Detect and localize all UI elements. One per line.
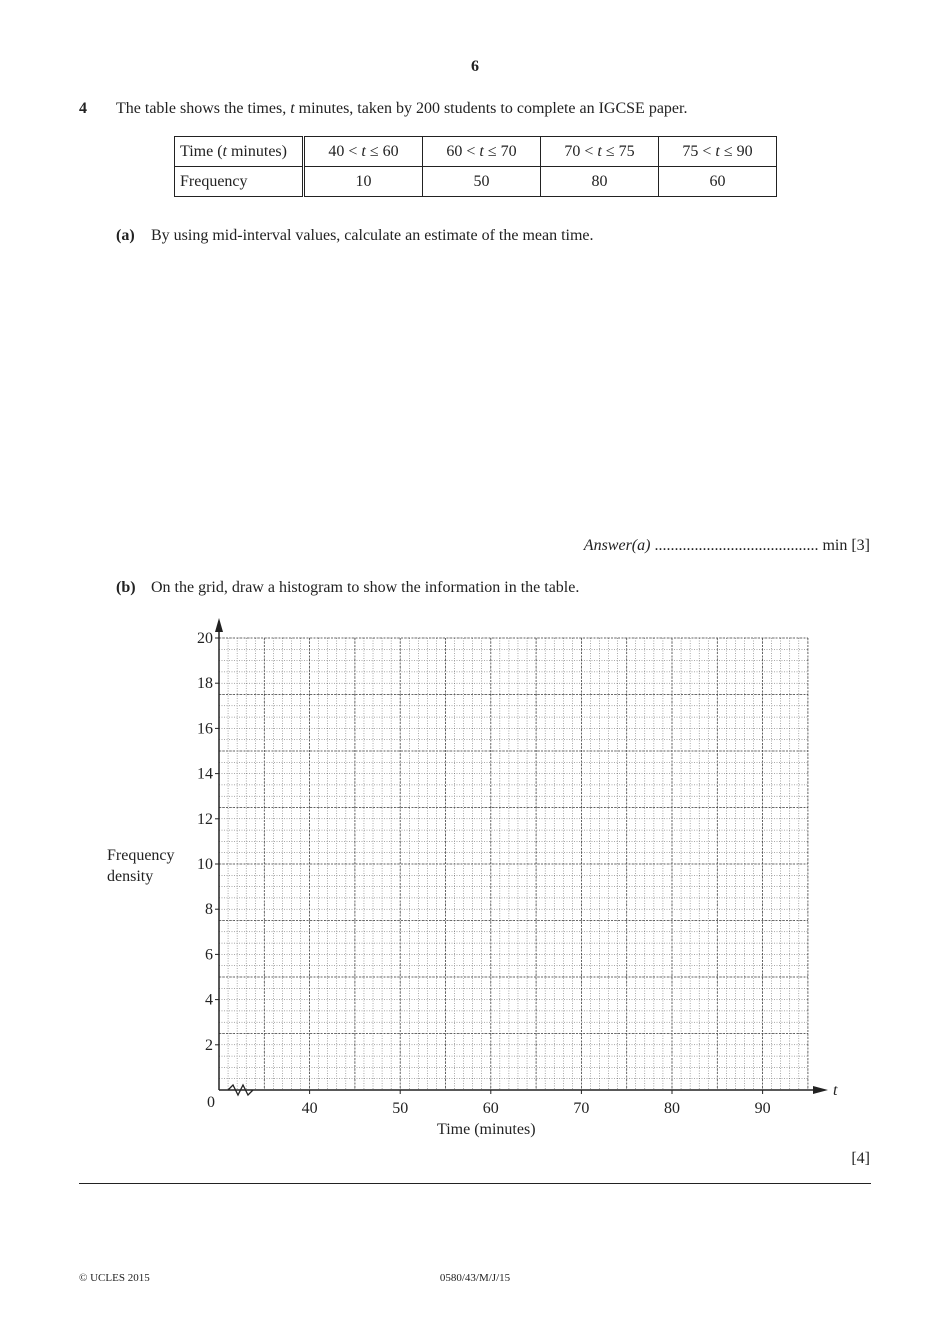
part-b-label: (b) [116,579,136,596]
part-a-text: By using mid-interval values, calculate an estimate of the mean time. [151,227,594,244]
x-tick-label: 90 [754,1100,771,1117]
origin-label: 0 [207,1094,215,1111]
answer-a-label: Answer(a) [583,537,651,554]
y-tick-label: 12 [197,810,213,828]
answer-a-unit: min [3] [822,537,870,554]
part-b-text: On the grid, draw a histogram to show the information in the table. [151,579,580,596]
interval-cell: 60 < t ≤ 70 [423,137,541,167]
interval-cell: 75 < t ≤ 90 [659,137,777,167]
y-tick-label: 14 [197,765,213,783]
x-tick-label: 50 [392,1100,409,1117]
y-tick-label: 4 [205,991,213,1009]
x-axis-variable: t [833,1082,838,1099]
question-number: 4 [79,100,87,117]
y-tick-label: 6 [205,946,213,964]
x-tick-label: 80 [664,1100,680,1117]
x-axis-arrow [813,1086,828,1094]
y-tick-label: 16 [197,720,213,738]
y-tick-label: 10 [197,856,213,873]
frequency-cell: 50 [423,167,541,197]
x-tick-label: 70 [573,1100,590,1117]
y-axis-label: Frequency density [107,847,175,885]
part-a-label: (a) [116,227,135,244]
interval-cell: 70 < t ≤ 75 [541,137,659,167]
footer-copyright: © UCLES 2015 [79,1272,150,1284]
footer-code: 0580/43/M/J/15 [439,1272,511,1284]
frequency-cell: 10 [304,167,423,197]
answer-a-dots[interactable]: ......................................... [650,537,823,554]
interval-cell: 40 < t ≤ 60 [304,137,423,167]
frequency-header-cell: Frequency [175,167,304,197]
page-number: 6 [471,58,479,75]
y-tick-label: 8 [205,901,213,919]
frequency-cell: 60 [659,167,777,197]
x-axis-label: Time (minutes) [437,1121,536,1138]
y-tick-label: 18 [197,675,213,693]
frequency-cell: 80 [541,167,659,197]
y-tick-label: 20 [197,630,213,647]
y-tick-label: 2 [205,1036,213,1054]
time-header-cell: Time (t minutes) [175,137,304,167]
part-b-marks: [4] [851,1150,870,1167]
x-tick-label: 60 [482,1100,499,1117]
y-axis-arrow [215,618,223,632]
question-intro: The table shows the times, t minutes, taken by 200 students to complete an IGCSE paper. [116,100,688,117]
x-tick-label: 40 [301,1100,318,1117]
footer-rule [79,1183,871,1184]
